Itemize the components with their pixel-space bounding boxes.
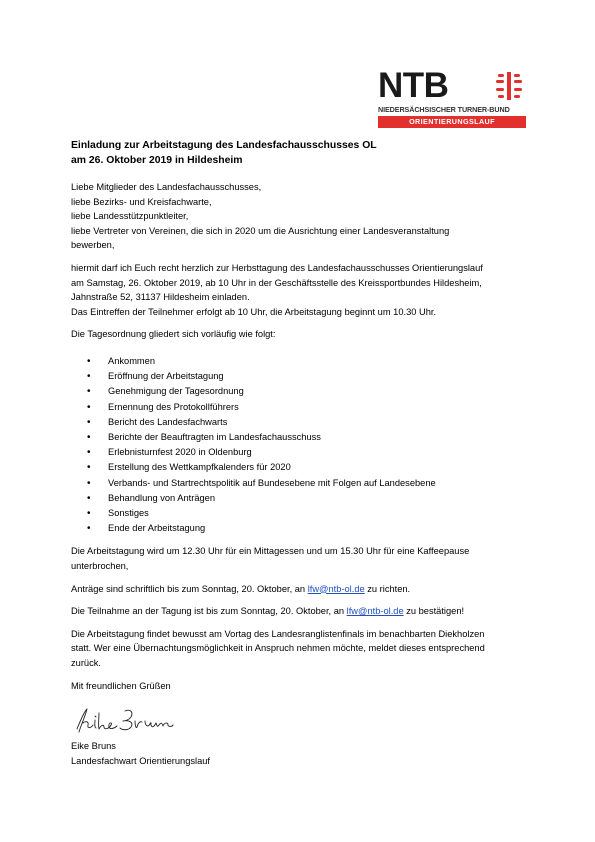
agenda-item: • Erlebnisturnfest 2020 in Oldenburg — [71, 445, 541, 460]
lodging-paragraph — [71, 627, 541, 671]
ntb-logo — [378, 68, 526, 130]
logo-subtitle: NIEDERSÄCHSISCHER TURNER-BUND — [378, 105, 510, 114]
title-line-1: Einladung zur Arbeitstagung des Landesfachausschusses OL — [71, 140, 377, 151]
breaks-line: unterbrochen, — [71, 560, 129, 571]
closing: Mit freundlichen Grüßen — [71, 680, 171, 691]
registration-text-end: zu bestätigen! — [403, 606, 465, 617]
agenda-item: • Behandlung von Anträgen — [71, 491, 541, 506]
handwritten-signature — [71, 705, 191, 735]
greeting-line: liebe Landesstützpunktleiter, — [71, 211, 189, 222]
breaks-line: Die Arbeitstagung wird um 12.30 Uhr für ein Mittagessen und um 15.30 Uhr für eine Kaffeepause — [71, 546, 470, 557]
logo-band: ORIENTIERUNGSLAUF — [378, 116, 526, 128]
lodging-line: zurück. — [71, 657, 101, 668]
letter-title — [71, 138, 541, 168]
greeting-line: liebe Bezirks- und Kreisfachwarte, — [71, 196, 212, 207]
intro-line: hiermit darf ich Euch recht herzlich zur Herbsttagung des Landesfachausschusses Orientierungslauf — [71, 262, 483, 273]
registration-text: Die Teilnahme an der Tagung ist bis zum Sonntag, 20. Oktober, an — [71, 606, 347, 617]
greeting-line: bewerben, — [71, 240, 115, 251]
intro-paragraph — [71, 261, 541, 319]
signer-name: Eike Bruns — [71, 741, 116, 752]
agenda-item: • Erstellung des Wettkampfkalenders für 2020 — [71, 460, 541, 475]
agenda-item: • Eröffnung der Arbeitstagung — [71, 369, 541, 384]
agenda-list — [71, 354, 541, 536]
agenda-item: • Sonstiges — [71, 506, 541, 521]
signer-role: Landesfachwart Orientierungslauf — [71, 755, 211, 766]
greeting-line: liebe Vertreter von Vereinen, die sich in 2020 um die Ausrichtung einer Landesveranstaltung — [71, 225, 450, 236]
logo-letters: NTB — [378, 66, 449, 105]
registration-paragraph — [71, 604, 541, 619]
intro-line: Das Eintreffen der Teilnehmer erfolgt ab 10 Uhr, die Arbeitstagung beginnt um 10.30 Uhr. — [71, 306, 437, 317]
greeting — [71, 180, 541, 253]
agenda-item: • Ende der Arbeitstagung — [71, 521, 541, 536]
motions-text-end: zu richten. — [364, 583, 411, 594]
turner-cross-icon — [496, 72, 522, 100]
greeting-line: Liebe Mitglieder des Landesfachausschusses, — [71, 182, 262, 192]
motions-paragraph — [71, 582, 541, 597]
breaks-paragraph — [71, 544, 541, 573]
intro-line: am Samstag, 26. Oktober 2019, ab 10 Uhr in der Geschäftsstelle des Kreissportbundes Hildesheim, — [71, 277, 482, 288]
motions-email-link[interactable]: lfw@ntb-ol.de — [307, 583, 365, 594]
agenda-item: • Ankommen — [71, 354, 541, 369]
signer-block — [71, 739, 541, 768]
agenda-item: • Verbands- und Startrechtspolitik auf Bundesebene mit Folgen auf Landesebene — [71, 476, 541, 491]
intro-line: Jahnstraße 52, 31137 Hildesheim einladen. — [71, 292, 250, 303]
letter-body — [71, 138, 541, 768]
agenda-item: • Berichte der Beauftragten im Landesfachausschuss — [71, 430, 541, 445]
agenda-intro: Die Tagesordnung gliedert sich vorläufig wie folgt: — [71, 329, 276, 340]
lodging-line: Die Arbeitstagung findet bewusst am Vortag des Landesranglistenfinals im benachbarten Diekholzen — [71, 628, 485, 639]
agenda-item: • Genehmigung der Tagesordnung — [71, 384, 541, 399]
agenda-item: • Bericht des Landesfachwarts — [71, 415, 541, 430]
title-line-2: am 26. Oktober 2019 in Hildesheim — [71, 155, 243, 166]
registration-email-link[interactable]: lfw@ntb-ol.de — [346, 606, 404, 617]
lodging-line: statt. Wer eine Übernachtungsmöglichkeit in Anspruch nehmen möchte, meldet dieses entsprechend — [71, 643, 485, 654]
motions-text: Anträge sind schriftlich bis zum Sonntag, 20. Oktober, an — [71, 583, 308, 594]
agenda-item: • Ernennung des Protokollführers — [71, 400, 541, 415]
